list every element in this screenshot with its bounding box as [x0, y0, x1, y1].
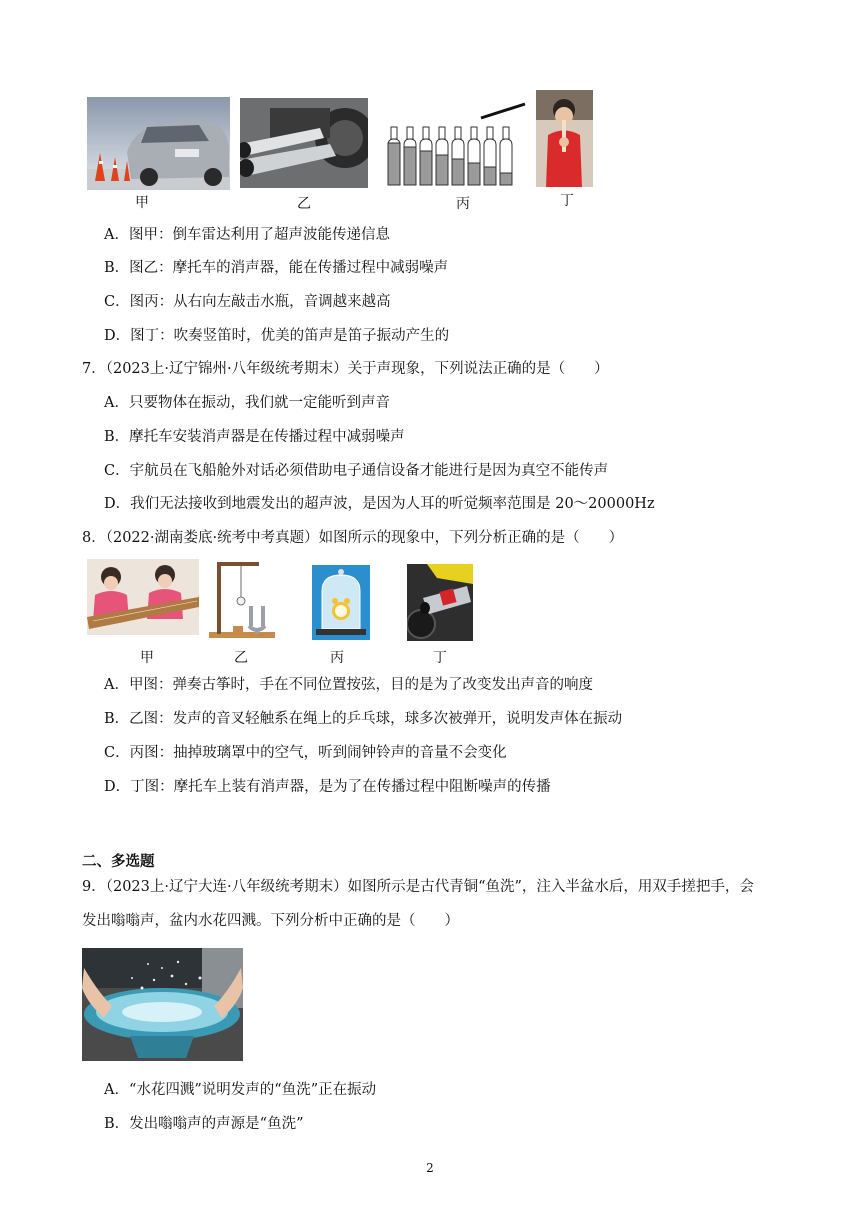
q9-stem-line1: 9．（2023上·辽宁大连·八年级统考期末）如图所示是古代青铜“鱼洗”，注入半盆水后，用双手搓把手，会: [82, 879, 754, 895]
figure-caption-jia: 甲: [135, 195, 149, 211]
figure-caption-bing: 丙: [456, 196, 470, 212]
q8-stem: 8．（2022·湖南娄底·统考中考真题）如图所示的现象中，下列分析正确的是（ ）: [82, 530, 624, 546]
section-title: 二、多选题: [82, 854, 155, 870]
motorcycle-muffler-photo: [240, 98, 368, 188]
q6-option-b: B．图乙：摩托车的消声器，能在传播过程中减弱噪声: [104, 260, 449, 276]
q6-option-a: A．图甲：倒车雷达利用了超声波能传递信息: [104, 227, 390, 243]
q7-option-d: D．我们无法接收到地震发出的超声波，是因为人耳的听觉频率范围是 20～20000Hz: [104, 496, 655, 512]
q8-caption-bing: 丙: [330, 650, 344, 666]
car-reversing-photo: [87, 97, 230, 190]
fish-basin-photo: [82, 948, 243, 1061]
q8-option-a: A．甲图：弹奏古筝时，手在不同位置按弦，目的是为了改变发出声音的响度: [104, 677, 593, 693]
q8-option-c: C．丙图：抽掉玻璃罩中的空气，听到闹钟铃声的音量不会变化: [104, 745, 507, 761]
q7-option-b: B．摩托车安装消声器是在传播过程中减弱噪声: [104, 429, 405, 445]
bell-jar-clock-photo: [312, 565, 370, 640]
water-bottles-illustration: [383, 100, 526, 188]
q9-option-a: A．“水花四溅”说明发声的“鱼洗”正在振动: [104, 1082, 377, 1098]
child-flute-photo: [536, 90, 593, 187]
q9-stem-line2: 发出嗡嗡声，盆内水花四溅。下列分析中正确的是（ ）: [82, 913, 459, 929]
q8-option-b: B．乙图：发声的音叉轻触系在绳上的乒乓球，球多次被弹开，说明发声体在振动: [104, 711, 623, 727]
q8-caption-yi: 乙: [234, 650, 248, 666]
q8-caption-ding: 丁: [433, 650, 447, 666]
q8-option-d: D．丁图：摩托车上装有消声器，是为了在传播过程中阻断噪声的传播: [104, 779, 551, 795]
q8-caption-jia: 甲: [140, 650, 154, 666]
q7-option-c: C．宇航员在飞船舱外对话必须借助电子通信设备才能进行是因为真空不能传声: [104, 463, 609, 479]
q6-option-c: C．图丙：从右向左敲击水瓶，音调越来越高: [104, 294, 391, 310]
tuning-fork-illustration: [207, 558, 277, 639]
figure-caption-yi: 乙: [297, 196, 311, 212]
figure-caption-ding: 丁: [560, 193, 574, 209]
q9-option-b: B．发出嗡嗡声的声源是“鱼洗”: [104, 1116, 304, 1132]
q7-stem: 7．（2023上·辽宁锦州·八年级统考期末）关于声现象，下列说法正确的是（ ）: [82, 361, 609, 377]
q7-option-a: A．只要物体在振动，我们就一定能听到声音: [104, 395, 390, 411]
motorcycle-exhaust-photo: [407, 564, 473, 641]
page-number: 2: [426, 1161, 434, 1175]
q6-option-d: D．图丁：吹奏竖笛时，优美的笛声是笛子振动产生的: [104, 328, 450, 344]
guzheng-photo: [87, 559, 199, 635]
